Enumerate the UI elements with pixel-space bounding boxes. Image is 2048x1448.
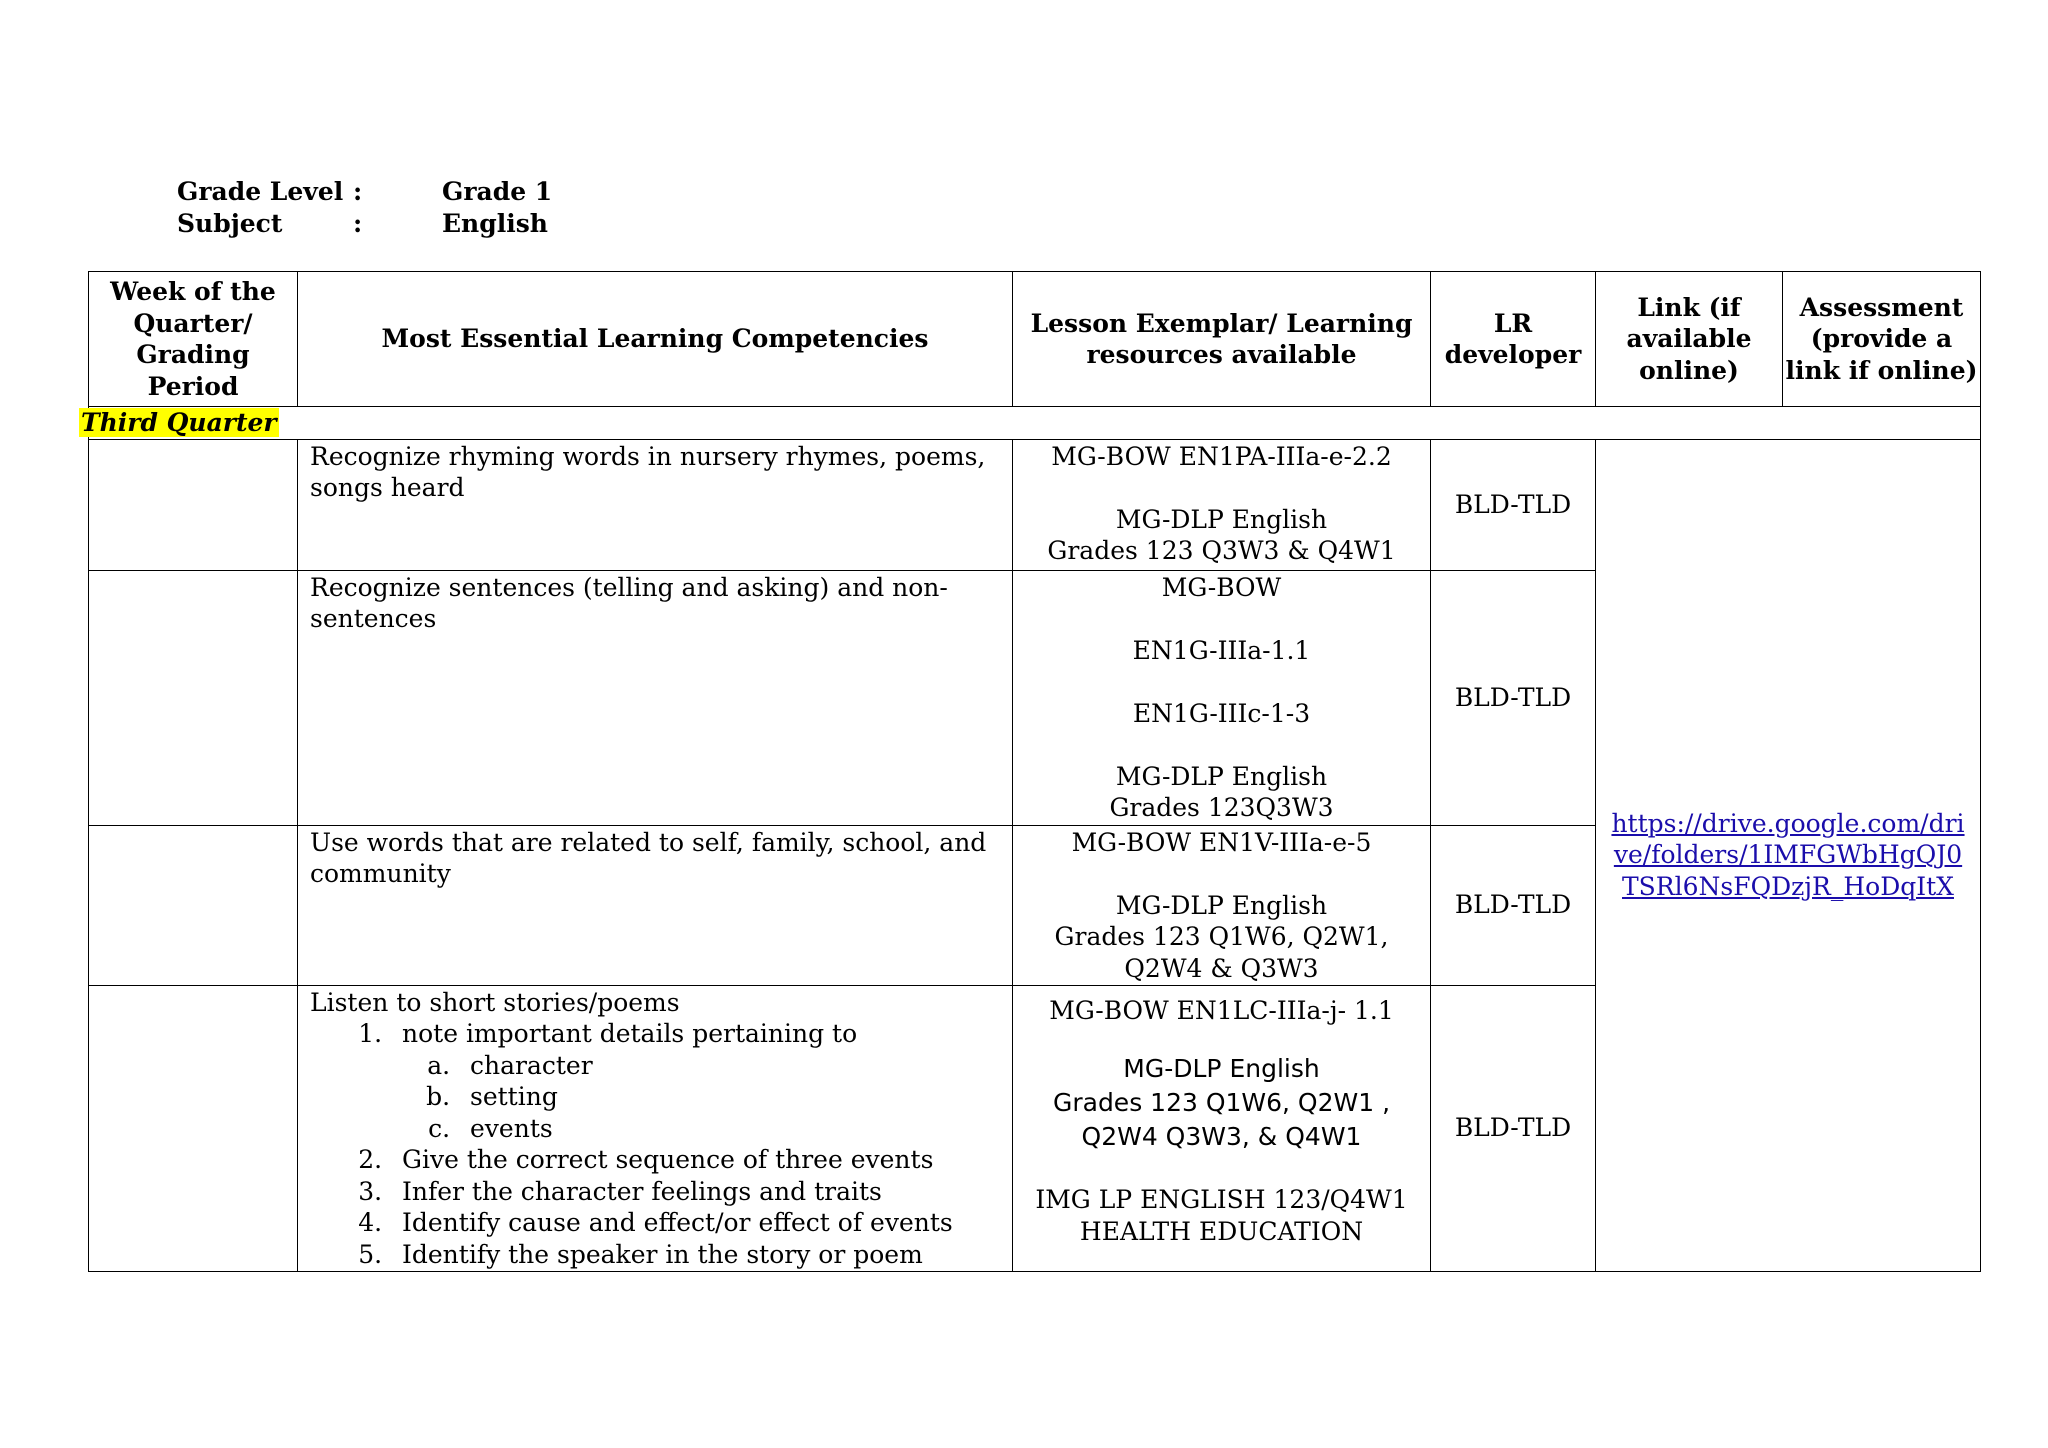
col-header-week: Week of the Quarter/ Grading Period [89, 272, 298, 407]
resource-line: MG-BOW EN1V-IIIa-e-5 [1071, 827, 1372, 857]
col-header-competencies: Most Essential Learning Competencies [298, 272, 1013, 407]
quarter-cell [81, 407, 1981, 440]
resource-line: MG-DLP English [1115, 504, 1328, 534]
resource-line: MG-DLP English [1115, 761, 1328, 791]
resource-line: MG-BOW EN1PA-IIIa-e-2.2 [1051, 441, 1392, 471]
competency-intro: Listen to short stories/poems [310, 987, 680, 1017]
developer-cell: BLD-TLD [1431, 570, 1596, 825]
list-item: c. events [458, 1113, 1000, 1145]
melc-table [81, 271, 1981, 1272]
developer-cell: BLD-TLD [1431, 825, 1596, 985]
resource-line: MG-BOW [1161, 572, 1282, 602]
resource-line: Grades 123 Q3W3 & Q4W1 [1047, 536, 1396, 565]
week-cell [89, 439, 298, 570]
resource-line: IMG LP ENGLISH 123/Q4W1 [1035, 1185, 1408, 1214]
competency-list [310, 1018, 1000, 1270]
resources-cell [1013, 985, 1431, 1271]
competency-cell: Recognize sentences (telling and asking) and non-sentences [298, 570, 1013, 825]
week-cell [89, 985, 298, 1271]
list-item: 3. Infer the character feelings and traits [390, 1176, 1000, 1208]
week-cell [89, 570, 298, 825]
resources-cell [1013, 439, 1431, 570]
developer-cell: BLD-TLD [1431, 439, 1596, 570]
quarter-row [89, 407, 1981, 440]
list-item: 1. note important details pertaining to a. character b. setting c. events [390, 1018, 1000, 1144]
resource-line: EN1G-IIIa-1.1 [1132, 635, 1311, 665]
drive-folder-link[interactable]: https://drive.google.com/drive/folders/1IMFGWbHgQJ0TSRl6NsFQDzjR_HoDqItX [1611, 808, 1965, 901]
resource-line: Q2W4 & Q3W3 [1124, 953, 1319, 983]
subject-row [177, 208, 552, 240]
grade-level-colon: : [353, 177, 363, 206]
resource-line: MG-DLP English [1123, 1054, 1320, 1083]
col-header-resources: Lesson Exemplar/ Learning resources available [1013, 272, 1431, 407]
list-item: 5. Identify the speaker in the story or poem [390, 1239, 1000, 1271]
resource-line: Grades 123 Q1W6, Q2W1 , [1052, 1088, 1391, 1117]
resources-cell [1013, 570, 1431, 825]
table-row [89, 439, 1981, 570]
list-item: 2. Give the correct sequence of three events [390, 1144, 1000, 1176]
developer-cell: BLD-TLD [1431, 985, 1596, 1271]
resource-line: Grades 123Q3W3 [1109, 793, 1334, 822]
col-header-link: Link (if available online) [1596, 272, 1783, 407]
table-header-row [89, 272, 1981, 407]
subject-value: English [442, 209, 548, 238]
competency-cell: Recognize rhyming words in nursery rhymes, poems, songs heard [298, 439, 1013, 570]
grade-level-label: Grade Level [177, 177, 344, 206]
document-meta [177, 176, 552, 240]
competency-cell [298, 985, 1013, 1271]
col-header-assessment: Assessment (provide a link if online) [1783, 272, 1981, 407]
competency-sublist [402, 1050, 1000, 1145]
list-item: 4. Identify cause and effect/or effect of events [390, 1207, 1000, 1239]
resource-line: EN1G-IIIc-1-3 [1132, 698, 1311, 728]
resource-line: MG-BOW EN1LC-IIIa-j- 1.1 [1049, 995, 1394, 1025]
resources-cell [1013, 825, 1431, 985]
resource-line: Q2W4 Q3W3, & Q4W1 [1081, 1122, 1362, 1151]
grade-level-row [177, 176, 552, 208]
grade-level-value: Grade 1 [442, 177, 553, 206]
competency-cell: Use words that are related to self, family, school, and community [298, 825, 1013, 985]
link-cell [1596, 439, 1981, 1271]
col-header-developer: LR developer [1431, 272, 1596, 407]
list-item: b. setting [458, 1081, 1000, 1113]
resource-line: MG-DLP English [1115, 890, 1328, 920]
subject-colon: : [353, 209, 363, 238]
quarter-label: Third Quarter [81, 408, 277, 437]
week-cell [89, 825, 298, 985]
subject-label: Subject [177, 209, 283, 238]
resource-line: HEALTH EDUCATION [1079, 1216, 1364, 1246]
list-item: a. character [458, 1050, 1000, 1082]
resource-line: Grades 123 Q1W6, Q2W1, [1054, 922, 1389, 951]
